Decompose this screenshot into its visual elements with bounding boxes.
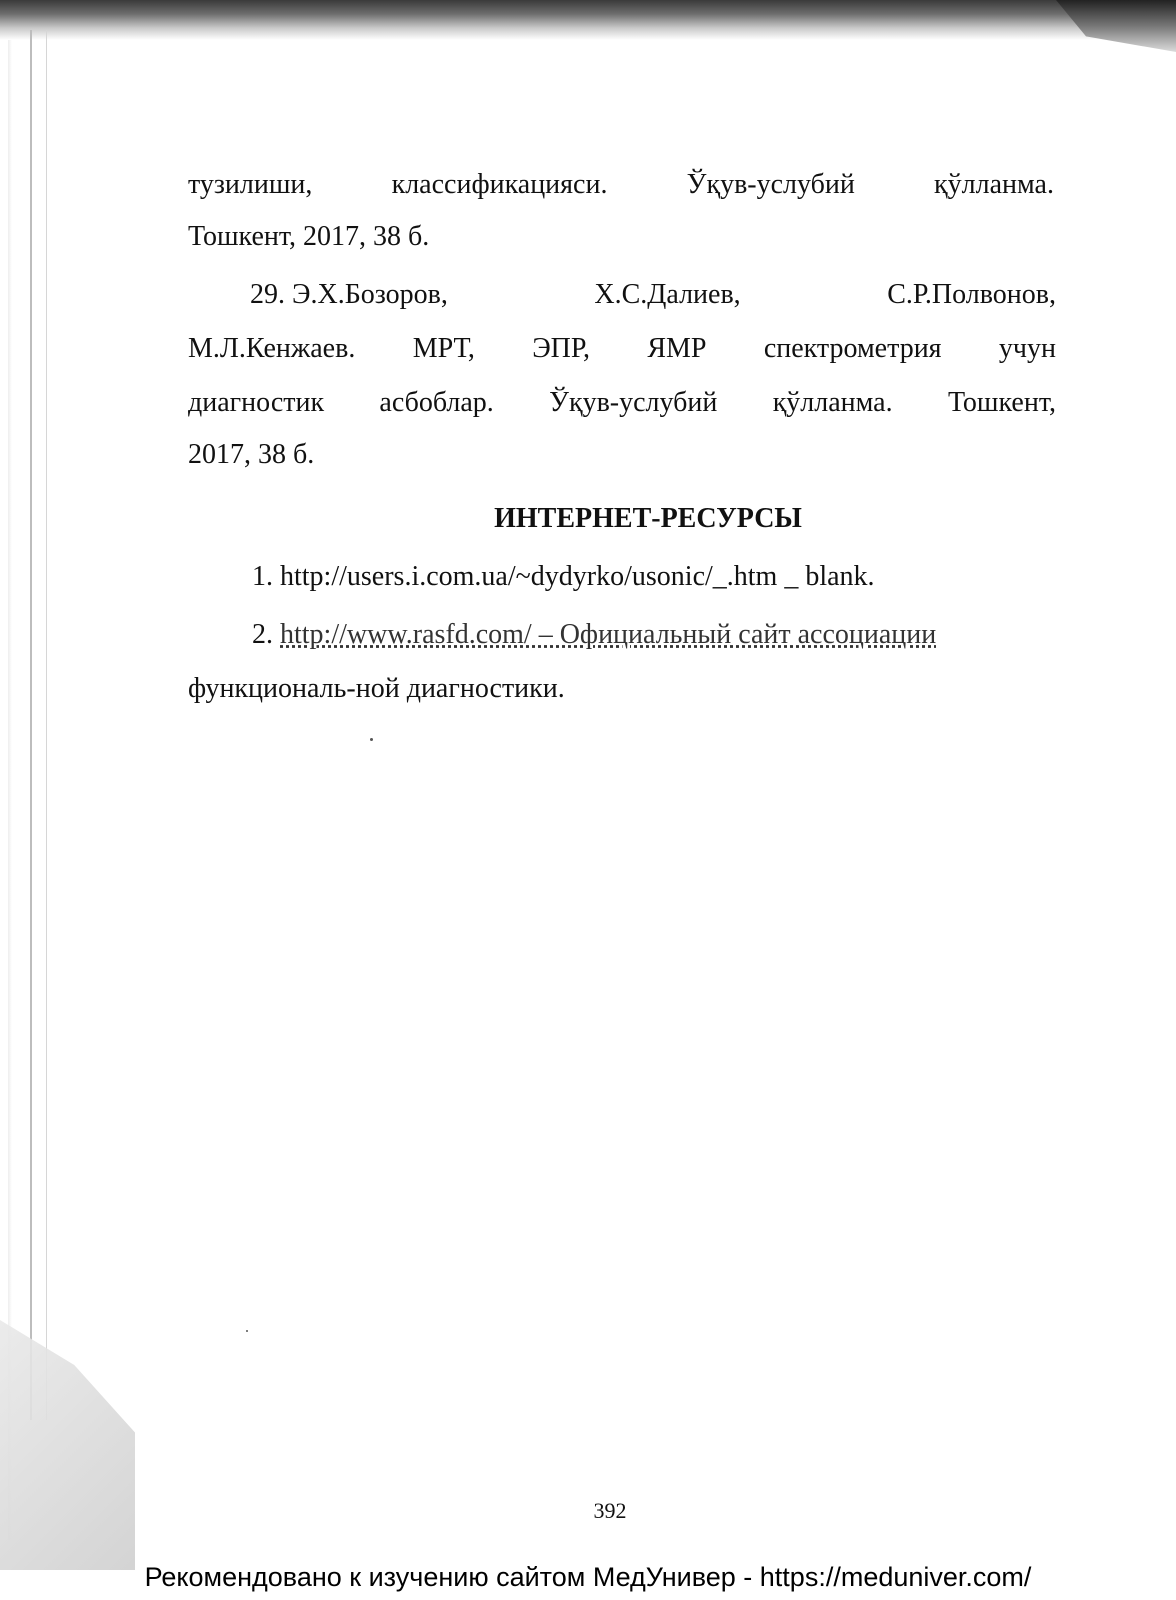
word: Х.С.Далиев, xyxy=(594,279,741,310)
word: Ўқув-услубий xyxy=(549,387,718,418)
word: тузилиши, xyxy=(188,169,313,200)
reference-29-line-3 xyxy=(188,386,1056,420)
page-binding-edge xyxy=(30,30,47,1420)
word: М.Л.Кенжаев. xyxy=(188,333,356,364)
word: Тошкент, xyxy=(947,387,1056,418)
internet-resource-1: 1. http://users.i.com.ua/~dydyrko/usonic/_.htm _ blank. xyxy=(252,561,875,592)
item-number: 2. xyxy=(252,619,273,650)
scan-speck xyxy=(246,1330,248,1332)
footer-watermark: Рекомендовано к изучению сайтом МедУнивер - https://meduniver.com/ xyxy=(144,1562,1032,1592)
word: қўлланма. xyxy=(772,387,893,418)
body-line-2: Тошкент, 2017, 38 б. xyxy=(188,221,430,252)
body-line-1 xyxy=(188,168,1054,202)
reference-29-line-4: 2017, 38 б. xyxy=(188,439,315,470)
reference-29-line-1 xyxy=(250,278,1056,312)
scan-bottom-corner xyxy=(0,1320,135,1570)
word: спектрометрия xyxy=(763,333,942,364)
word: диагностик xyxy=(188,387,325,418)
section-heading: ИНТЕРНЕТ-РЕСУРСЫ xyxy=(494,503,802,534)
word: классификацияси. xyxy=(391,169,608,200)
word: қўлланма. xyxy=(934,169,1054,200)
word: С.Р.Полвонов, xyxy=(887,279,1056,310)
word: асбоблар. xyxy=(379,387,494,418)
scan-left-edge xyxy=(8,40,12,1540)
word: ЯМР xyxy=(647,333,707,364)
internet-resource-2 xyxy=(252,618,936,652)
word: Ўқув-услубий xyxy=(686,169,855,200)
scan-speck xyxy=(370,738,373,741)
page-number: 392 xyxy=(593,1498,627,1523)
word: ЭПР, xyxy=(532,333,590,364)
scan-top-edge xyxy=(0,0,1176,40)
word: МРТ, xyxy=(412,333,475,364)
reference-29-line-2 xyxy=(188,332,1056,366)
internet-resource-2-continuation: функциональ-ной диагностики. xyxy=(188,673,565,704)
word: учун xyxy=(998,333,1056,364)
word: 29. Э.Х.Бозоров, xyxy=(250,279,448,310)
resource-link[interactable]: http://www.rasfd.com/ – Официальный сайт ассоциации xyxy=(280,619,937,650)
